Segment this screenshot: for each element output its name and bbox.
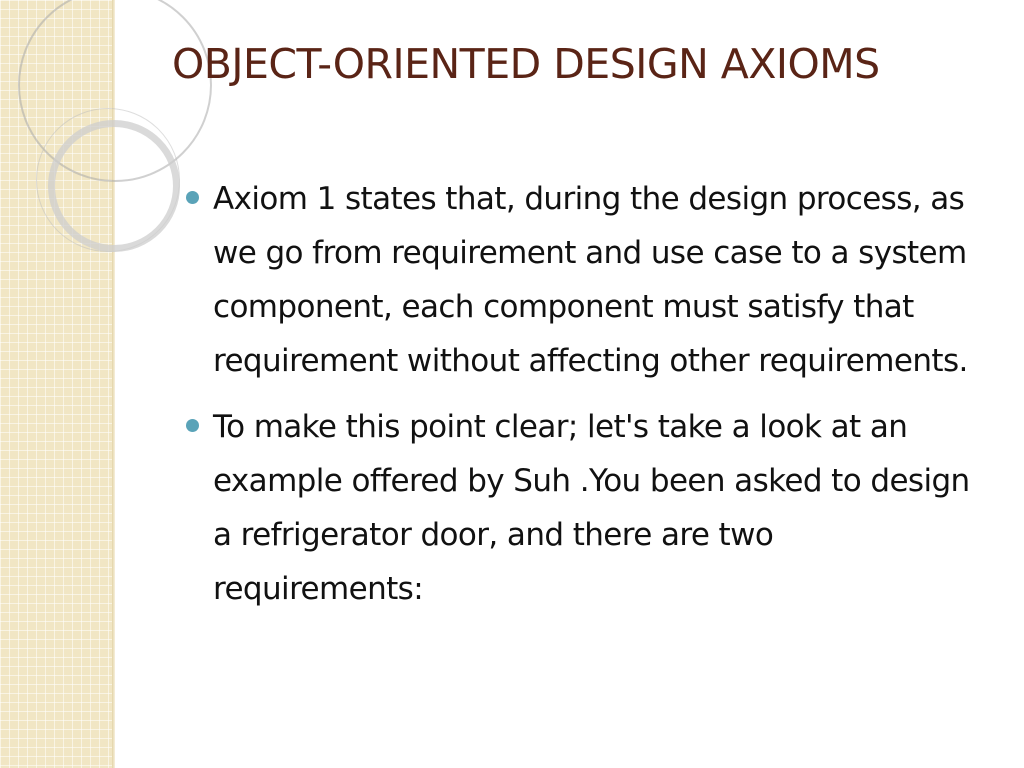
bullet-list [186, 172, 986, 628]
slide-title: OBJECT-ORIENTED DESIGN AXIOMS [172, 40, 880, 88]
decorative-ring-small [48, 120, 180, 252]
bullet-item [186, 400, 986, 616]
bullet-text: To make this point clear; let's take a look at an example offered by Suh .You been asked to design a refrigerator door, and there are two requirements: [213, 409, 970, 607]
bullet-item [186, 172, 986, 388]
bullet-dot-icon [186, 419, 199, 432]
bullet-text: Axiom 1 states that, during the design process, as we go from requirement and use case to a system component, each component must satisfy that requirement without affecting other requirements. [213, 181, 968, 379]
bullet-dot-icon [186, 191, 199, 204]
